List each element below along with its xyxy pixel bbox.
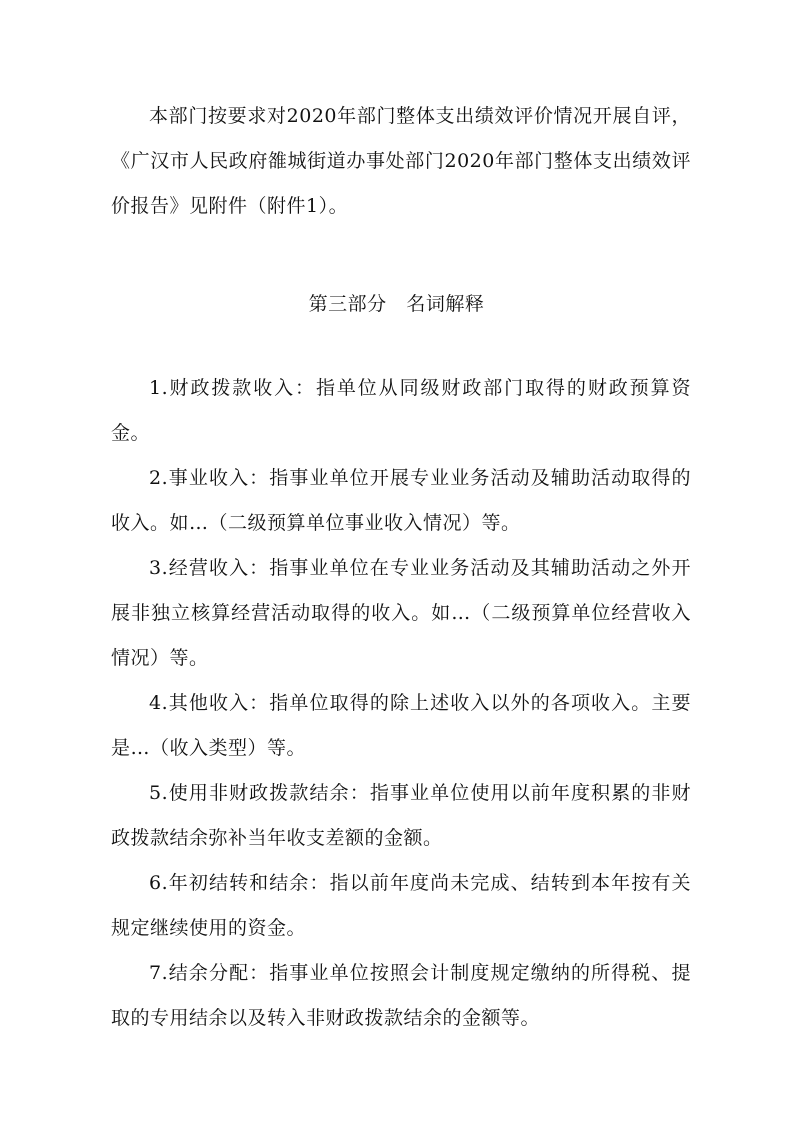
section-heading [0, 286, 793, 322]
section-heading-name: 名词解释 [406, 293, 485, 315]
section-heading-part: 第三部分 [308, 293, 387, 315]
definition-item-2: 2.事业收入：指事业单位开展专业业务活动及辅助活动取得的收入。如…（二级预算单位事业收入情况）等。 [111, 467, 691, 534]
definition-item-6: 6.年初结转和结余：指以前年度尚未完成、结转到本年按有关规定继续使用的资金。 [111, 872, 691, 939]
definition-item-1: 1.财政拨款收入：指单位从同级财政部门取得的财政预算资金。 [111, 377, 691, 444]
definition-item-4: 4.其他收入：指单位取得的除上述收入以外的各项收入。主要是…（收入类型）等。 [111, 692, 691, 759]
intro-paragraph: 本部门按要求对2020年部门整体支出绩效评价情况开展自评，《广汉市人民政府雒城街道办事处部门2020年部门整体支出绩效评价报告》见附件（附件1）。 [111, 105, 691, 217]
definition-item-7: 7.结余分配：指事业单位按照会计制度规定缴纳的所得税、提取的专用结余以及转入非财政拨款结余的金额等。 [111, 962, 691, 1029]
definition-item-3: 3.经营收入：指事业单位在专业业务活动及其辅助活动之外开展非独立核算经营活动取得的收入。如…（二级预算单位经营收入情况）等。 [111, 557, 691, 669]
definition-item-5: 5.使用非财政拨款结余：指事业单位使用以前年度积累的非财政拨款结余弥补当年收支差额的金额。 [111, 782, 691, 849]
